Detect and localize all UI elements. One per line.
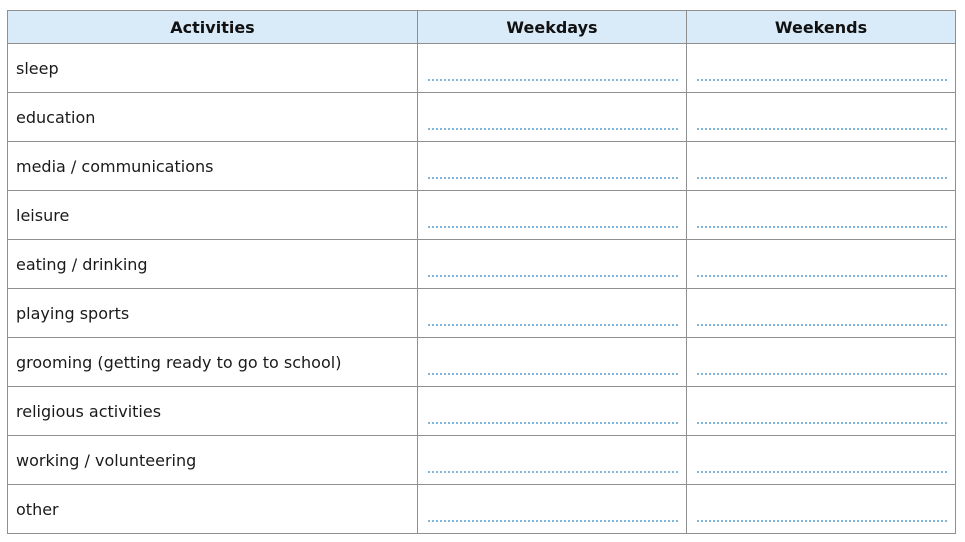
weekends-answer-field[interactable] — [687, 191, 956, 240]
dotted-answer-line — [428, 520, 678, 522]
table-row — [8, 191, 956, 240]
header-activities: Activities — [8, 11, 418, 44]
activity-label: education — [8, 93, 418, 142]
table-row — [8, 240, 956, 289]
dotted-answer-line — [697, 520, 947, 522]
dotted-answer-line — [428, 422, 678, 424]
activity-label: leisure — [8, 191, 418, 240]
activity-label: eating / drinking — [8, 240, 418, 289]
activity-label: sleep — [8, 44, 418, 93]
weekdays-answer-field[interactable] — [418, 485, 687, 534]
dotted-answer-line — [697, 275, 947, 277]
activity-label: playing sports — [8, 289, 418, 338]
weekends-answer-field[interactable] — [687, 436, 956, 485]
dotted-answer-line — [697, 79, 947, 81]
dotted-answer-line — [697, 128, 947, 130]
dotted-answer-line — [428, 275, 678, 277]
weekdays-answer-field[interactable] — [418, 93, 687, 142]
header-row — [8, 11, 956, 44]
dotted-answer-line — [697, 177, 947, 179]
weekends-answer-field[interactable] — [687, 338, 956, 387]
worksheet — [7, 10, 955, 535]
weekends-answer-field[interactable] — [687, 240, 956, 289]
dotted-answer-line — [428, 324, 678, 326]
dotted-answer-line — [428, 471, 678, 473]
activity-label: working / volunteering — [8, 436, 418, 485]
dotted-answer-line — [697, 226, 947, 228]
weekdays-answer-field[interactable] — [418, 44, 687, 93]
header-weekends: Weekends — [687, 11, 956, 44]
table-row — [8, 44, 956, 93]
table-row — [8, 485, 956, 534]
weekends-answer-field[interactable] — [687, 485, 956, 534]
dotted-answer-line — [428, 373, 678, 375]
dotted-answer-line — [428, 79, 678, 81]
dotted-answer-line — [428, 226, 678, 228]
table-row — [8, 387, 956, 436]
table-row — [8, 289, 956, 338]
activity-label: religious activities — [8, 387, 418, 436]
table-row — [8, 142, 956, 191]
table-row — [8, 338, 956, 387]
weekends-answer-field[interactable] — [687, 44, 956, 93]
dotted-answer-line — [697, 373, 947, 375]
weekdays-answer-field[interactable] — [418, 142, 687, 191]
dotted-answer-line — [697, 422, 947, 424]
dotted-answer-line — [428, 128, 678, 130]
activity-label: grooming (getting ready to go to school) — [8, 338, 418, 387]
weekdays-answer-field[interactable] — [418, 387, 687, 436]
weekdays-answer-field[interactable] — [418, 338, 687, 387]
activity-label: other — [8, 485, 418, 534]
weekdays-answer-field[interactable] — [418, 240, 687, 289]
dotted-answer-line — [428, 177, 678, 179]
weekends-answer-field[interactable] — [687, 93, 956, 142]
weekends-answer-field[interactable] — [687, 289, 956, 338]
weekdays-answer-field[interactable] — [418, 289, 687, 338]
activity-label: media / communications — [8, 142, 418, 191]
header-weekdays: Weekdays — [418, 11, 687, 44]
activities-table — [7, 10, 956, 534]
weekends-answer-field[interactable] — [687, 387, 956, 436]
table-row — [8, 93, 956, 142]
weekends-answer-field[interactable] — [687, 142, 956, 191]
dotted-answer-line — [697, 471, 947, 473]
weekdays-answer-field[interactable] — [418, 191, 687, 240]
weekdays-answer-field[interactable] — [418, 436, 687, 485]
dotted-answer-line — [697, 324, 947, 326]
table-row — [8, 436, 956, 485]
